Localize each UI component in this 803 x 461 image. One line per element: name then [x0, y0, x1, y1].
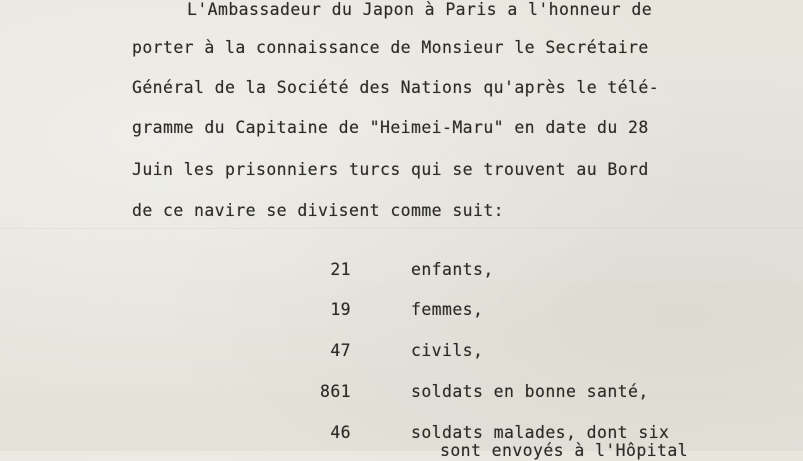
paper-fold [0, 228, 803, 230]
paragraph-line-6: de ce navire se divisent comme suit: [132, 201, 505, 220]
paragraph-line-1: L'Ambassadeur du Japon à Paris a l'honneur de [187, 0, 653, 19]
list-item-label: femmes, [411, 300, 484, 319]
list-item-label: soldats malades, dont six [411, 423, 670, 442]
list-item-count: 21 [330, 260, 351, 279]
paragraph-line-2: porter à la connaissance de Monsieur le Secrétaire [132, 38, 649, 57]
paragraph-line-4: gramme du Capitaine de "Heimei-Maru" en date du 28 [132, 118, 649, 137]
list-item-continuation: sont envoyés à l'Hôpital [440, 441, 689, 460]
list-item-label: civils, [411, 341, 484, 360]
list-item-count: 19 [330, 300, 351, 319]
list-item-count: 46 [330, 423, 351, 442]
list-item-count: 861 [319, 382, 351, 401]
paragraph-line-3: Général de la Société des Nations qu'après le télé- [132, 78, 660, 97]
list-item-label: enfants, [411, 260, 494, 279]
list-item-count: 47 [330, 341, 351, 360]
list-item-label: soldats en bonne santé, [411, 382, 649, 401]
paragraph-line-5: Juin les prisonniers turcs qui se trouvent au Bord [132, 160, 649, 179]
